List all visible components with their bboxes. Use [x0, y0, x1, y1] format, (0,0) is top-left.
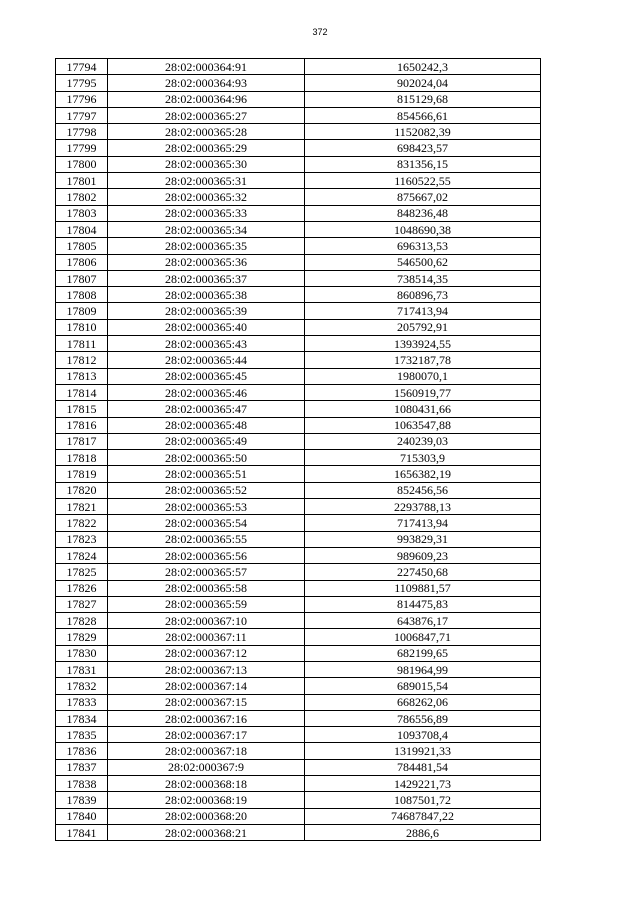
- cadastral-value-cell: 717413,94: [305, 515, 541, 531]
- table-row: [56, 336, 541, 352]
- row-number-cell: 17800: [56, 156, 108, 172]
- cadastral-value-cell: 227450,68: [305, 564, 541, 580]
- table-row: [56, 173, 541, 189]
- cadastral-number-cell: 28:02:000365:29: [108, 140, 305, 156]
- cadastral-number-cell: 28:02:000365:49: [108, 433, 305, 449]
- cadastral-number-cell: 28:02:000365:36: [108, 254, 305, 270]
- row-number-cell: 17818: [56, 450, 108, 466]
- row-number-cell: 17833: [56, 694, 108, 710]
- table-row: [56, 564, 541, 580]
- cadastral-number-cell: 28:02:000365:53: [108, 499, 305, 515]
- table-row: [56, 433, 541, 449]
- cadastral-value-cell: 1656382,19: [305, 466, 541, 482]
- cadastral-value-cell: 696313,53: [305, 238, 541, 254]
- cadastral-number-cell: 28:02:000367:16: [108, 710, 305, 726]
- table-row: [56, 91, 541, 107]
- row-number-cell: 17828: [56, 613, 108, 629]
- table-row: [56, 499, 541, 515]
- cadastral-number-cell: 28:02:000367:14: [108, 678, 305, 694]
- table-row: [56, 808, 541, 824]
- row-number-cell: 17839: [56, 792, 108, 808]
- row-number-cell: 17834: [56, 710, 108, 726]
- cadastral-number-cell: 28:02:000368:20: [108, 808, 305, 824]
- table-row: [56, 59, 541, 75]
- cadastral-number-cell: 28:02:000364:91: [108, 59, 305, 75]
- cadastral-value-cell: 715303,9: [305, 450, 541, 466]
- cadastral-number-cell: 28:02:000367:11: [108, 629, 305, 645]
- table-row: [56, 710, 541, 726]
- cadastral-value-table: [55, 58, 541, 841]
- cadastral-number-cell: 28:02:000365:57: [108, 564, 305, 580]
- cadastral-value-cell: 1393924,55: [305, 336, 541, 352]
- cadastral-number-cell: 28:02:000368:19: [108, 792, 305, 808]
- cadastral-number-cell: 28:02:000365:34: [108, 221, 305, 237]
- cadastral-number-cell: 28:02:000367:15: [108, 694, 305, 710]
- table-row: [56, 450, 541, 466]
- table-row: [56, 727, 541, 743]
- cadastral-value-cell: 786556,89: [305, 710, 541, 726]
- cadastral-value-cell: 1429221,73: [305, 776, 541, 792]
- cadastral-value-cell: 854566,61: [305, 107, 541, 123]
- row-number-cell: 17795: [56, 75, 108, 91]
- cadastral-value-cell: 1152082,39: [305, 124, 541, 140]
- cadastral-value-cell: 240239,03: [305, 433, 541, 449]
- cadastral-number-cell: 28:02:000365:43: [108, 336, 305, 352]
- table-row: [56, 124, 541, 140]
- table-row: [56, 580, 541, 596]
- row-number-cell: 17826: [56, 580, 108, 596]
- row-number-cell: 17802: [56, 189, 108, 205]
- cadastral-number-cell: 28:02:000365:47: [108, 401, 305, 417]
- row-number-cell: 17805: [56, 238, 108, 254]
- cadastral-number-cell: 28:02:000365:54: [108, 515, 305, 531]
- cadastral-value-cell: 1160522,55: [305, 173, 541, 189]
- cadastral-number-cell: 28:02:000365:38: [108, 287, 305, 303]
- row-number-cell: 17827: [56, 596, 108, 612]
- row-number-cell: 17815: [56, 401, 108, 417]
- table-row: [56, 759, 541, 775]
- cadastral-number-cell: 28:02:000364:96: [108, 91, 305, 107]
- cadastral-number-cell: 28:02:000365:55: [108, 531, 305, 547]
- cadastral-value-cell: 1063547,88: [305, 417, 541, 433]
- row-number-cell: 17829: [56, 629, 108, 645]
- cadastral-value-cell: 848236,48: [305, 205, 541, 221]
- cadastral-number-cell: 28:02:000367:17: [108, 727, 305, 743]
- row-number-cell: 17835: [56, 727, 108, 743]
- cadastral-number-cell: 28:02:000367:9: [108, 759, 305, 775]
- row-number-cell: 17831: [56, 661, 108, 677]
- cadastral-value-cell: 1732187,78: [305, 352, 541, 368]
- cadastral-value-cell: 1319921,33: [305, 743, 541, 759]
- cadastral-number-cell: 28:02:000365:35: [108, 238, 305, 254]
- table-row: [56, 596, 541, 612]
- cadastral-number-cell: 28:02:000365:51: [108, 466, 305, 482]
- cadastral-value-cell: 1093708,4: [305, 727, 541, 743]
- cadastral-value-cell: 993829,31: [305, 531, 541, 547]
- cadastral-number-cell: 28:02:000365:40: [108, 319, 305, 335]
- row-number-cell: 17801: [56, 173, 108, 189]
- cadastral-value-cell: 784481,54: [305, 759, 541, 775]
- cadastral-number-cell: 28:02:000365:59: [108, 596, 305, 612]
- table-row: [56, 189, 541, 205]
- row-number-cell: 17813: [56, 368, 108, 384]
- table-row: [56, 254, 541, 270]
- cadastral-value-cell: 2886,6: [305, 824, 541, 840]
- row-number-cell: 17807: [56, 270, 108, 286]
- cadastral-value-cell: 852456,56: [305, 482, 541, 498]
- table-row: [56, 613, 541, 629]
- cadastral-value-cell: 546500,62: [305, 254, 541, 270]
- table-row: [56, 515, 541, 531]
- cadastral-value-cell: 682199,65: [305, 645, 541, 661]
- cadastral-number-cell: 28:02:000367:10: [108, 613, 305, 629]
- cadastral-number-cell: 28:02:000367:12: [108, 645, 305, 661]
- row-number-cell: 17817: [56, 433, 108, 449]
- row-number-cell: 17806: [56, 254, 108, 270]
- table-row: [56, 678, 541, 694]
- cadastral-number-cell: 28:02:000365:58: [108, 580, 305, 596]
- cadastral-value-cell: 1980070,1: [305, 368, 541, 384]
- table-row: [56, 629, 541, 645]
- cadastral-number-cell: 28:02:000365:45: [108, 368, 305, 384]
- cadastral-value-cell: 1560919,77: [305, 384, 541, 400]
- cadastral-value-cell: 989609,23: [305, 547, 541, 563]
- row-number-cell: 17796: [56, 91, 108, 107]
- table-row: [56, 156, 541, 172]
- page-number: 372: [312, 27, 328, 37]
- cadastral-number-cell: 28:02:000364:93: [108, 75, 305, 91]
- row-number-cell: 17812: [56, 352, 108, 368]
- table-row: [56, 645, 541, 661]
- cadastral-value-cell: 981964,99: [305, 661, 541, 677]
- cadastral-value-cell: 1080431,66: [305, 401, 541, 417]
- table-row: [56, 352, 541, 368]
- table-row: [56, 531, 541, 547]
- table-row: [56, 368, 541, 384]
- row-number-cell: 17824: [56, 547, 108, 563]
- cadastral-number-cell: 28:02:000365:37: [108, 270, 305, 286]
- table-row: [56, 140, 541, 156]
- cadastral-value-cell: 738514,35: [305, 270, 541, 286]
- cadastral-number-cell: 28:02:000365:33: [108, 205, 305, 221]
- cadastral-number-cell: 28:02:000365:39: [108, 303, 305, 319]
- cadastral-number-cell: 28:02:000365:44: [108, 352, 305, 368]
- cadastral-value-cell: 1109881,57: [305, 580, 541, 596]
- row-number-cell: 17799: [56, 140, 108, 156]
- table-row: [56, 401, 541, 417]
- cadastral-value-cell: 814475,83: [305, 596, 541, 612]
- cadastral-value-cell: 2293788,13: [305, 499, 541, 515]
- table-row: [56, 743, 541, 759]
- row-number-cell: 17825: [56, 564, 108, 580]
- row-number-cell: 17798: [56, 124, 108, 140]
- cadastral-number-cell: 28:02:000365:31: [108, 173, 305, 189]
- row-number-cell: 17838: [56, 776, 108, 792]
- row-number-cell: 17822: [56, 515, 108, 531]
- row-number-cell: 17814: [56, 384, 108, 400]
- table-row: [56, 661, 541, 677]
- row-number-cell: 17809: [56, 303, 108, 319]
- cadastral-number-cell: 28:02:000365:46: [108, 384, 305, 400]
- table-row: [56, 287, 541, 303]
- row-number-cell: 17830: [56, 645, 108, 661]
- table-row: [56, 270, 541, 286]
- row-number-cell: 17794: [56, 59, 108, 75]
- table-row: [56, 466, 541, 482]
- row-number-cell: 17820: [56, 482, 108, 498]
- row-number-cell: 17837: [56, 759, 108, 775]
- cadastral-value-cell: 860896,73: [305, 287, 541, 303]
- cadastral-value-cell: 902024,04: [305, 75, 541, 91]
- cadastral-value-cell: 74687847,22: [305, 808, 541, 824]
- table-row: [56, 238, 541, 254]
- cadastral-value-cell: 689015,54: [305, 678, 541, 694]
- cadastral-value-cell: 668262,06: [305, 694, 541, 710]
- table-row: [56, 792, 541, 808]
- table-row: [56, 221, 541, 237]
- table-row: [56, 694, 541, 710]
- row-number-cell: 17841: [56, 824, 108, 840]
- table-row: [56, 547, 541, 563]
- cadastral-value-cell: 1087501,72: [305, 792, 541, 808]
- cadastral-number-cell: 28:02:000365:50: [108, 450, 305, 466]
- row-number-cell: 17821: [56, 499, 108, 515]
- cadastral-value-cell: 1650242,3: [305, 59, 541, 75]
- cadastral-number-cell: 28:02:000368:18: [108, 776, 305, 792]
- row-number-cell: 17808: [56, 287, 108, 303]
- cadastral-number-cell: 28:02:000365:48: [108, 417, 305, 433]
- cadastral-value-cell: 698423,57: [305, 140, 541, 156]
- cadastral-value-cell: 875667,02: [305, 189, 541, 205]
- row-number-cell: 17836: [56, 743, 108, 759]
- row-number-cell: 17803: [56, 205, 108, 221]
- cadastral-number-cell: 28:02:000367:18: [108, 743, 305, 759]
- table-row: [56, 319, 541, 335]
- table-row: [56, 482, 541, 498]
- table-row: [56, 824, 541, 840]
- row-number-cell: 17797: [56, 107, 108, 123]
- cadastral-number-cell: 28:02:000365:30: [108, 156, 305, 172]
- cadastral-value-cell: 1006847,71: [305, 629, 541, 645]
- row-number-cell: 17840: [56, 808, 108, 824]
- table-row: [56, 776, 541, 792]
- row-number-cell: 17832: [56, 678, 108, 694]
- row-number-cell: 17810: [56, 319, 108, 335]
- row-number-cell: 17811: [56, 336, 108, 352]
- table-row: [56, 417, 541, 433]
- row-number-cell: 17823: [56, 531, 108, 547]
- cadastral-number-cell: 28:02:000365:56: [108, 547, 305, 563]
- table-row: [56, 75, 541, 91]
- table-row: [56, 303, 541, 319]
- table-row: [56, 384, 541, 400]
- cadastral-number-cell: 28:02:000365:27: [108, 107, 305, 123]
- cadastral-number-cell: 28:02:000365:32: [108, 189, 305, 205]
- table-body: [56, 59, 541, 841]
- row-number-cell: 17819: [56, 466, 108, 482]
- cadastral-number-cell: 28:02:000365:52: [108, 482, 305, 498]
- cadastral-value-cell: 205792,91: [305, 319, 541, 335]
- cadastral-value-cell: 717413,94: [305, 303, 541, 319]
- cadastral-number-cell: 28:02:000365:28: [108, 124, 305, 140]
- cadastral-value-cell: 1048690,38: [305, 221, 541, 237]
- table-row: [56, 205, 541, 221]
- table-row: [56, 107, 541, 123]
- row-number-cell: 17816: [56, 417, 108, 433]
- row-number-cell: 17804: [56, 221, 108, 237]
- cadastral-number-cell: 28:02:000367:13: [108, 661, 305, 677]
- cadastral-number-cell: 28:02:000368:21: [108, 824, 305, 840]
- cadastral-value-cell: 643876,17: [305, 613, 541, 629]
- cadastral-value-cell: 831356,15: [305, 156, 541, 172]
- cadastral-value-cell: 815129,68: [305, 91, 541, 107]
